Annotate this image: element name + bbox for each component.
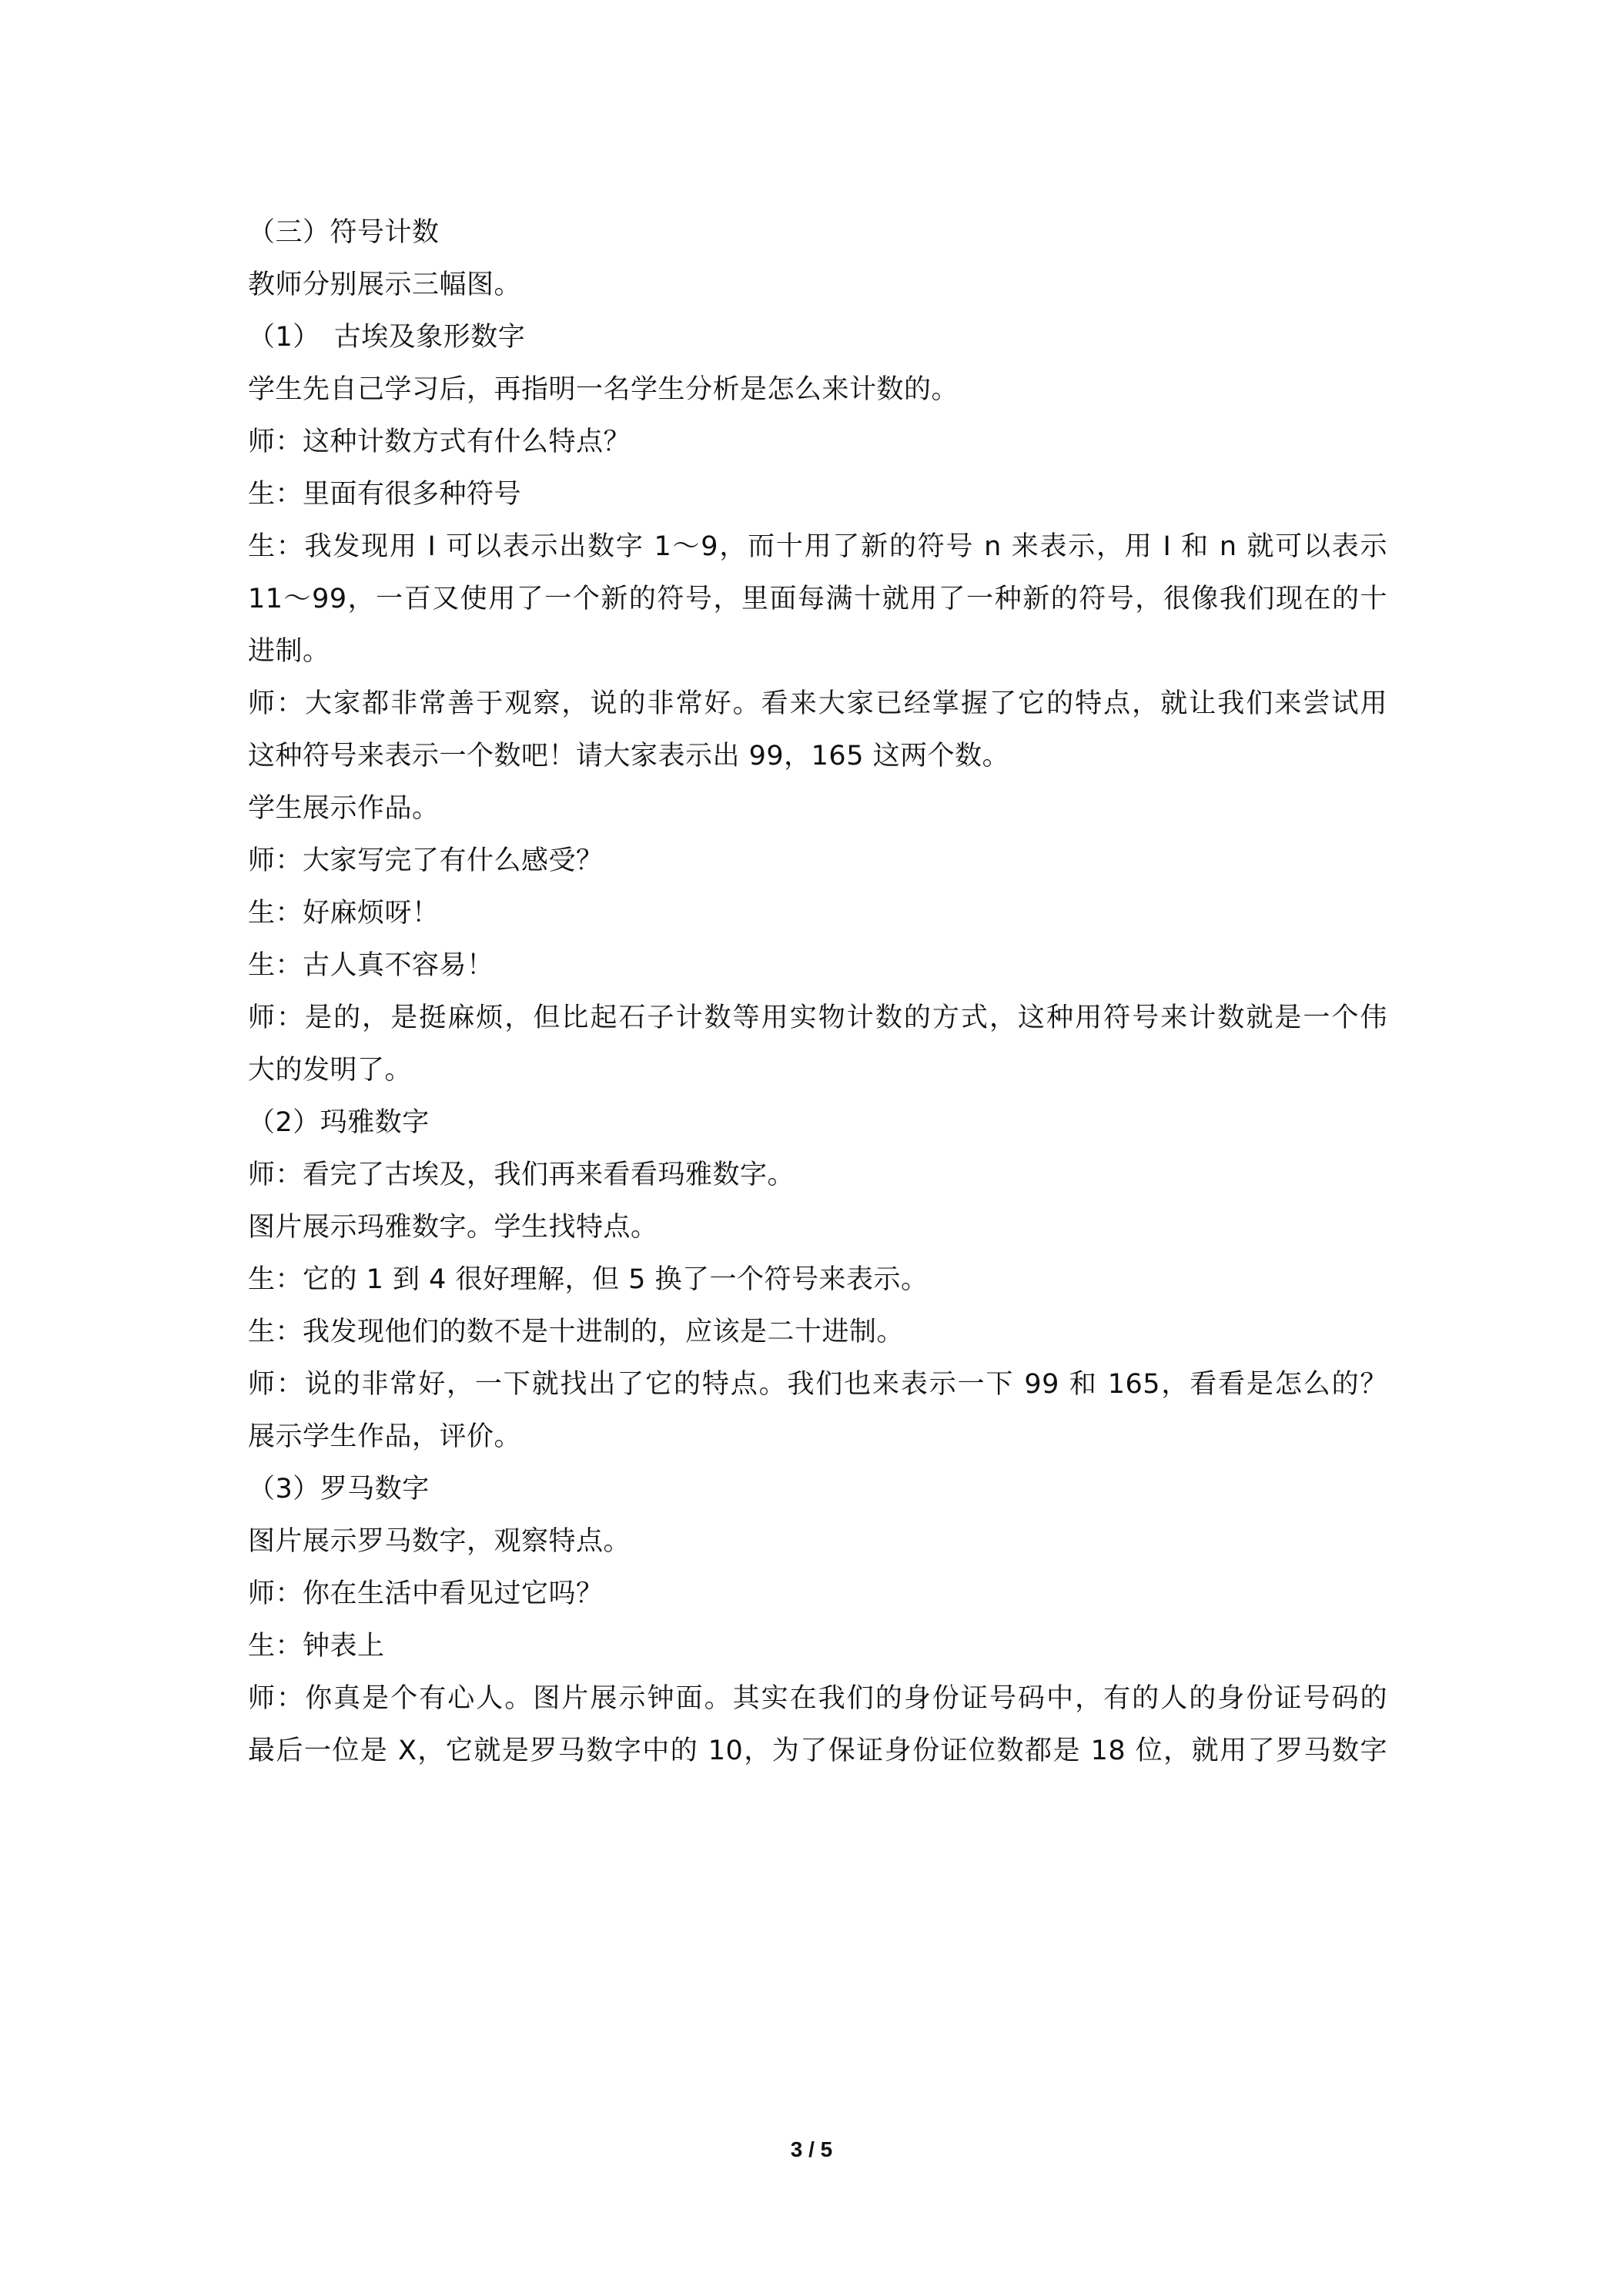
dialogue-line: 师：你真是个有心人。图片展示钟面。其实在我们的身份证号码中，有的人的身份证号码的 (248, 1683, 1387, 1714)
dialogue-line: 生：我发现他们的数不是十进制的，应该是二十进制。 (248, 1317, 905, 1347)
paragraph-line: 学生先自己学习后，再指明一名学生分析是怎么来计数的。 (248, 374, 959, 405)
dialogue-line: 师：看完了古埃及，我们再来看看玛雅数字。 (248, 1160, 795, 1190)
document-body (248, 206, 1387, 1777)
dialogue-line: 生：它的 1 到 4 很好理解，但 5 换了一个符号来表示。 (248, 1264, 929, 1295)
dialogue-line: 这种符号来表示一个数吧！请大家表示出 99，165 这两个数。 (248, 741, 1010, 771)
paragraph-line: 图片展示玛雅数字。学生找特点。 (248, 1212, 658, 1243)
section-heading: （三）符号计数 (248, 217, 440, 248)
dialogue-line: 师：大家写完了有什么感受？ (248, 845, 604, 876)
paragraph-line: 展示学生作品，评价。 (248, 1421, 522, 1452)
dialogue-line: 生：钟表上 (248, 1631, 385, 1662)
dialogue-line: 最后一位是 X，它就是罗马数字中的 10，为了保证身份证位数都是 18 位，就用了罗马数字 (248, 1735, 1387, 1766)
paragraph-line: 图片展示罗马数字，观察特点。 (248, 1526, 631, 1557)
subsection-heading: （1） 古埃及象形数字 (248, 322, 526, 353)
dialogue-line: 生：古人真不容易！ (248, 950, 494, 981)
dialogue-line: 师：这种计数方式有什么特点？ (248, 427, 631, 457)
dialogue-line: 大的发明了。 (248, 1055, 413, 1086)
dialogue-line: 师：说的非常好，一下就找出了它的特点。我们也来表示一下 99 和 165，看看是怎么的？ (248, 1369, 1387, 1400)
dialogue-line: 进制。 (248, 636, 330, 667)
dialogue-line: 生：好麻烦呀！ (248, 898, 440, 929)
paragraph-line: 教师分别展示三幅图。 (248, 269, 522, 300)
dialogue-line: 生：我发现用 I 可以表示出数字 1～9，而十用了新的符号 n 来表示，用 I 和 n 就可以表示 (248, 531, 1387, 562)
dialogue-line: 师：是的，是挺麻烦，但比起石子计数等用实物计数的方式，这种用符号来计数就是一个伟 (248, 1002, 1387, 1033)
page-number: 3 / 5 (790, 2137, 833, 2161)
subsection-heading: （2）玛雅数字 (248, 1107, 430, 1138)
dialogue-line: 师：大家都非常善于观察，说的非常好。看来大家已经掌握了它的特点，就让我们来尝试用 (248, 688, 1387, 719)
paragraph-line: 学生展示作品。 (248, 793, 440, 824)
subsection-heading: （3）罗马数字 (248, 1474, 430, 1504)
dialogue-line: 11～99，一百又使用了一个新的符号，里面每满十就用了一种新的符号，很像我们现在的十 (248, 584, 1387, 614)
dialogue-line: 生：里面有很多种符号 (248, 479, 522, 510)
dialogue-line: 师：你在生活中看见过它吗？ (248, 1578, 604, 1609)
